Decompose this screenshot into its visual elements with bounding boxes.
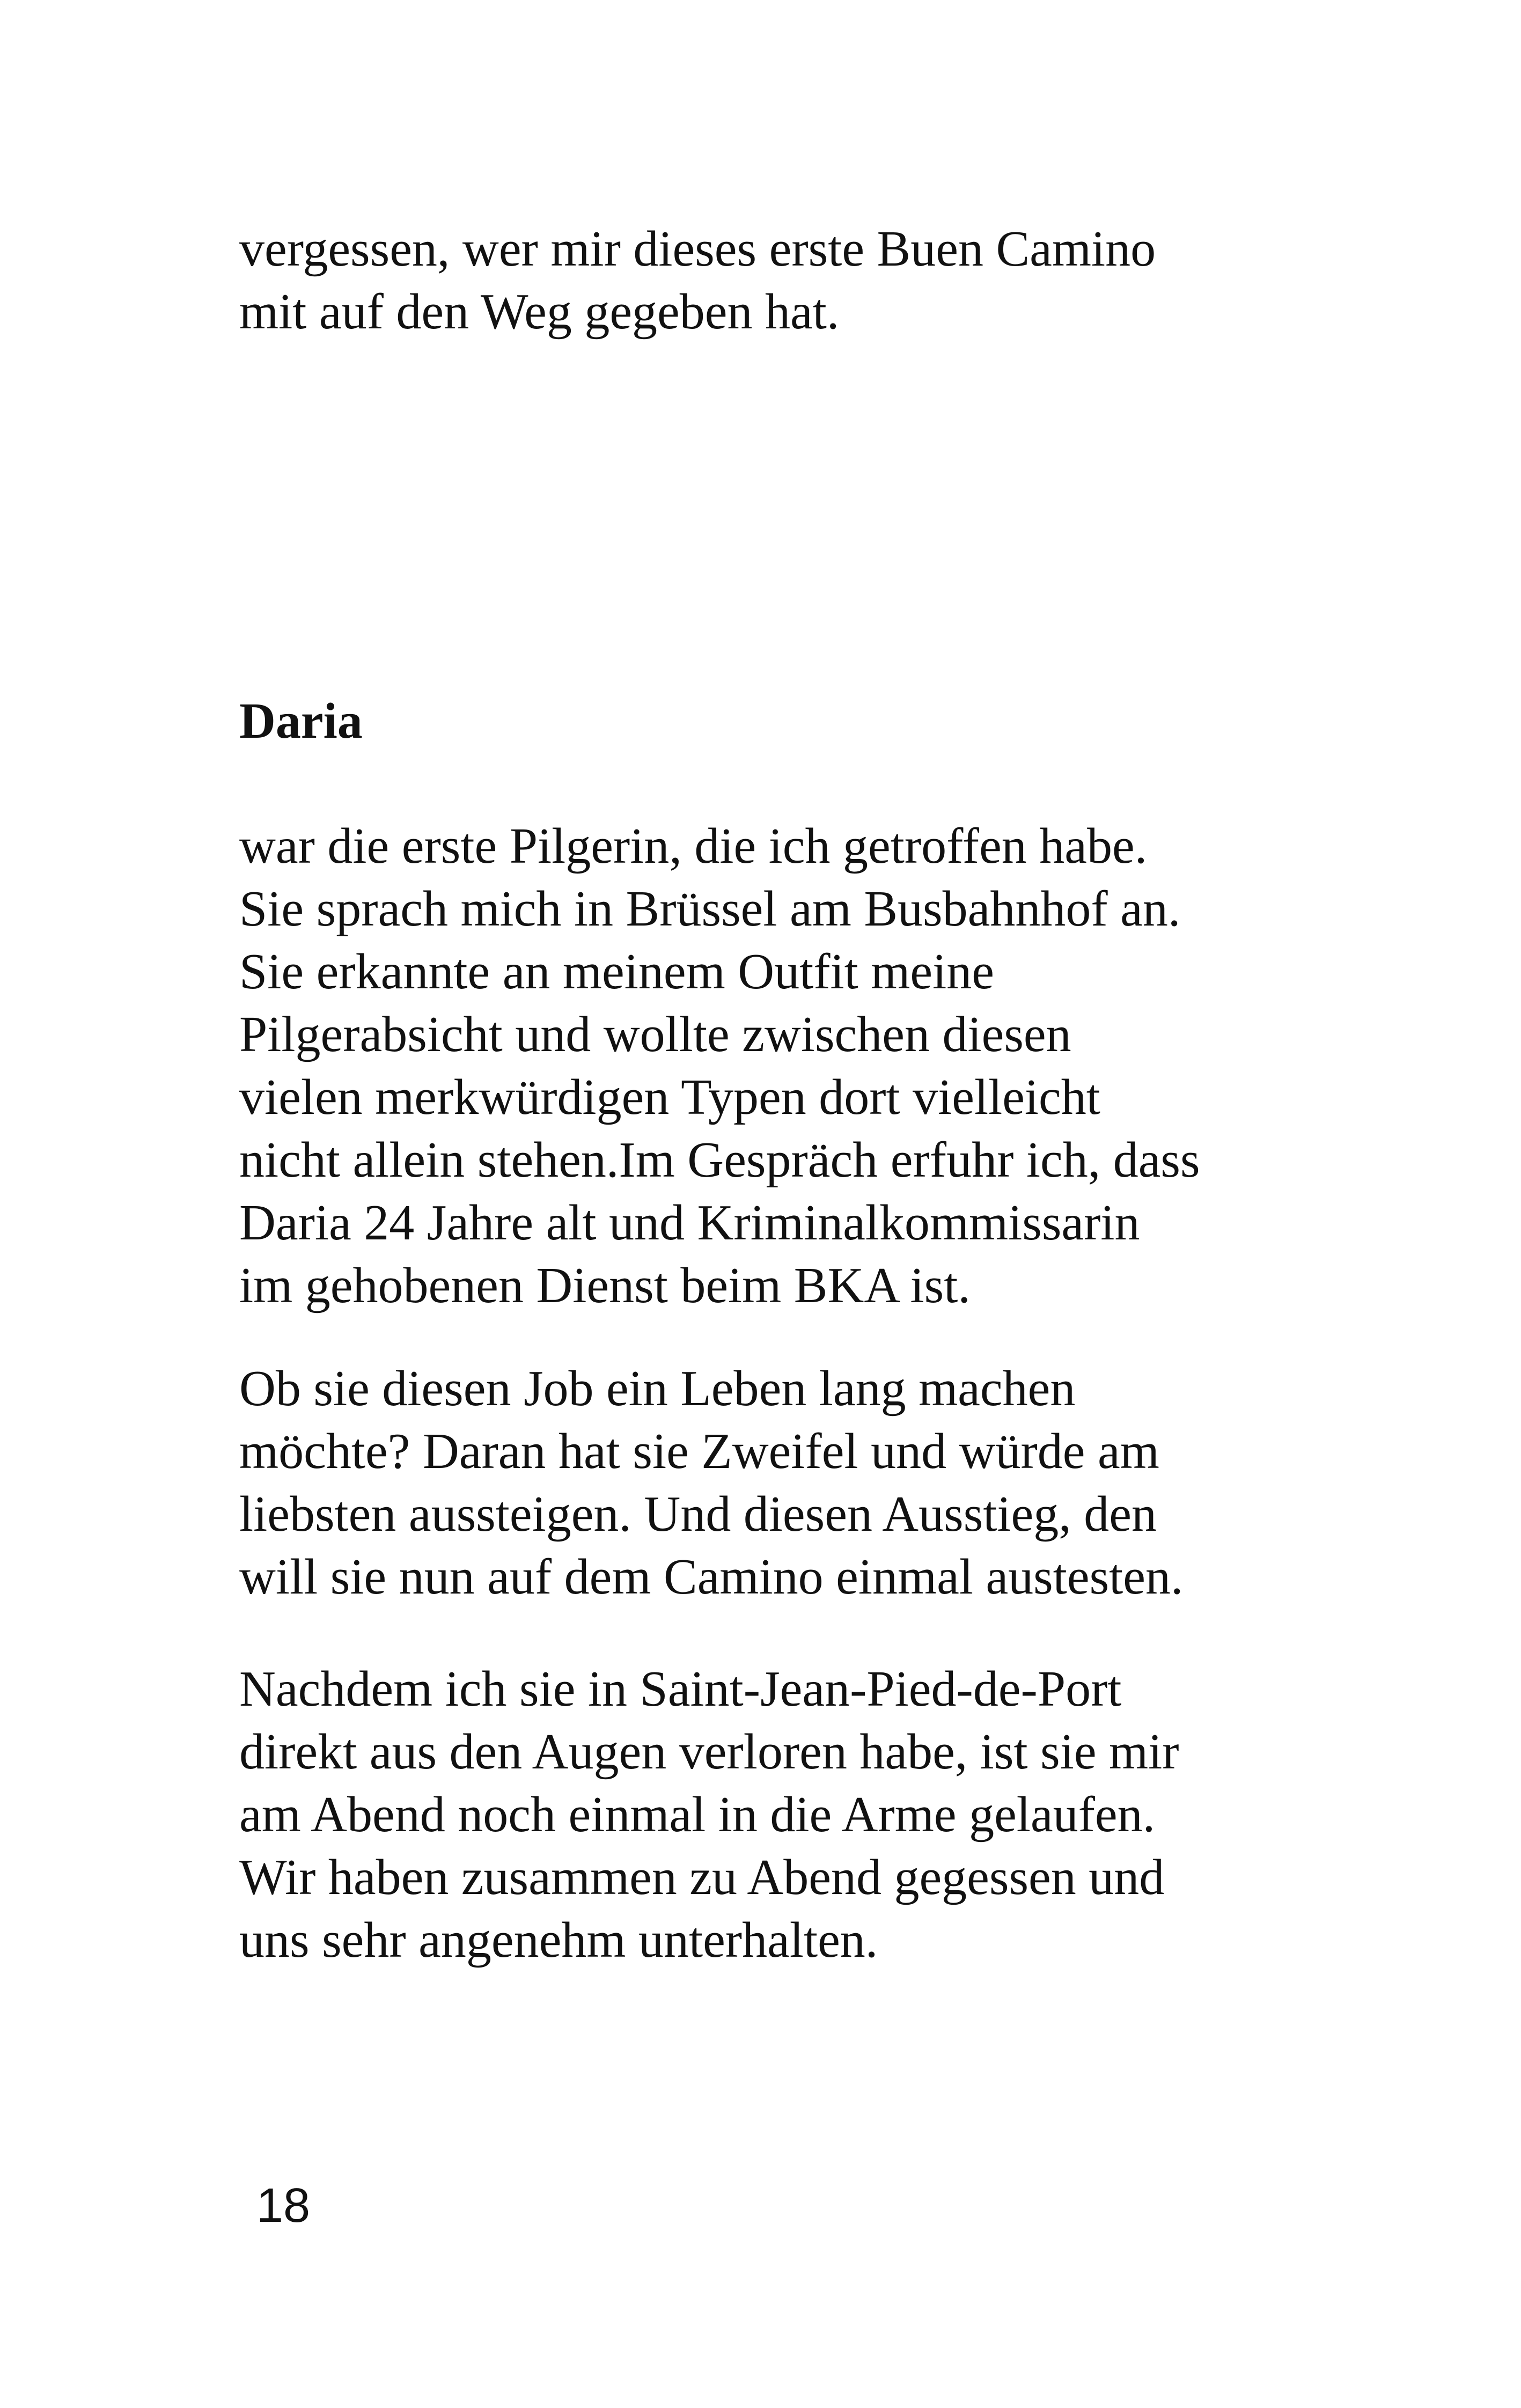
text-line: vielen merkwürdigen Typen dort vielleicht xyxy=(239,1069,1100,1125)
text-line: nicht allein stehen.Im Gespräch erfuhr ich, dass xyxy=(239,1132,1200,1188)
text-line: Sie erkannte an meinem Outfit meine xyxy=(239,944,994,1000)
section-heading: Daria xyxy=(239,693,363,749)
text-line: war die erste Pilgerin, die ich getroffen habe. xyxy=(239,818,1148,874)
paragraph-2 xyxy=(239,1357,1312,1609)
text-line: möchte? Daran hat sie Zweifel und würde am xyxy=(239,1423,1159,1479)
intro-paragraph xyxy=(239,218,1312,343)
text-line: Sie sprach mich in Brüssel am Busbahnhof an. xyxy=(239,881,1181,937)
text-line: Daria 24 Jahre alt und Kriminalkommissarin xyxy=(239,1195,1140,1251)
text-line: Nachdem ich sie in Saint-Jean-Pied-de-Port xyxy=(239,1661,1122,1717)
paragraph-3 xyxy=(239,1658,1312,1972)
text-line: Pilgerabsicht und wollte zwischen diesen xyxy=(239,1007,1071,1062)
text-line: uns sehr angenehm unterhalten. xyxy=(239,1912,878,1968)
text-line: Wir haben zusammen zu Abend gegessen und xyxy=(239,1849,1165,1905)
text-line: am Abend noch einmal in die Arme gelaufen. xyxy=(239,1787,1156,1842)
text-line: im gehobenen Dienst beim BKA ist. xyxy=(239,1258,971,1313)
paragraph-1 xyxy=(239,815,1312,1317)
text-line: mit auf den Weg gegeben hat. xyxy=(239,284,840,340)
page-number: 18 xyxy=(256,2179,311,2233)
text-line: Ob sie diesen Job ein Leben lang machen xyxy=(239,1361,1076,1416)
text-line: direkt aus den Augen verloren habe, ist sie mir xyxy=(239,1724,1179,1780)
text-line: liebsten aussteigen. Und diesen Ausstieg, den xyxy=(239,1486,1157,1542)
text-line: will sie nun auf dem Camino einmal austesten. xyxy=(239,1549,1184,1605)
text-line: vergessen, wer mir dieses erste Buen Camino xyxy=(239,221,1156,277)
